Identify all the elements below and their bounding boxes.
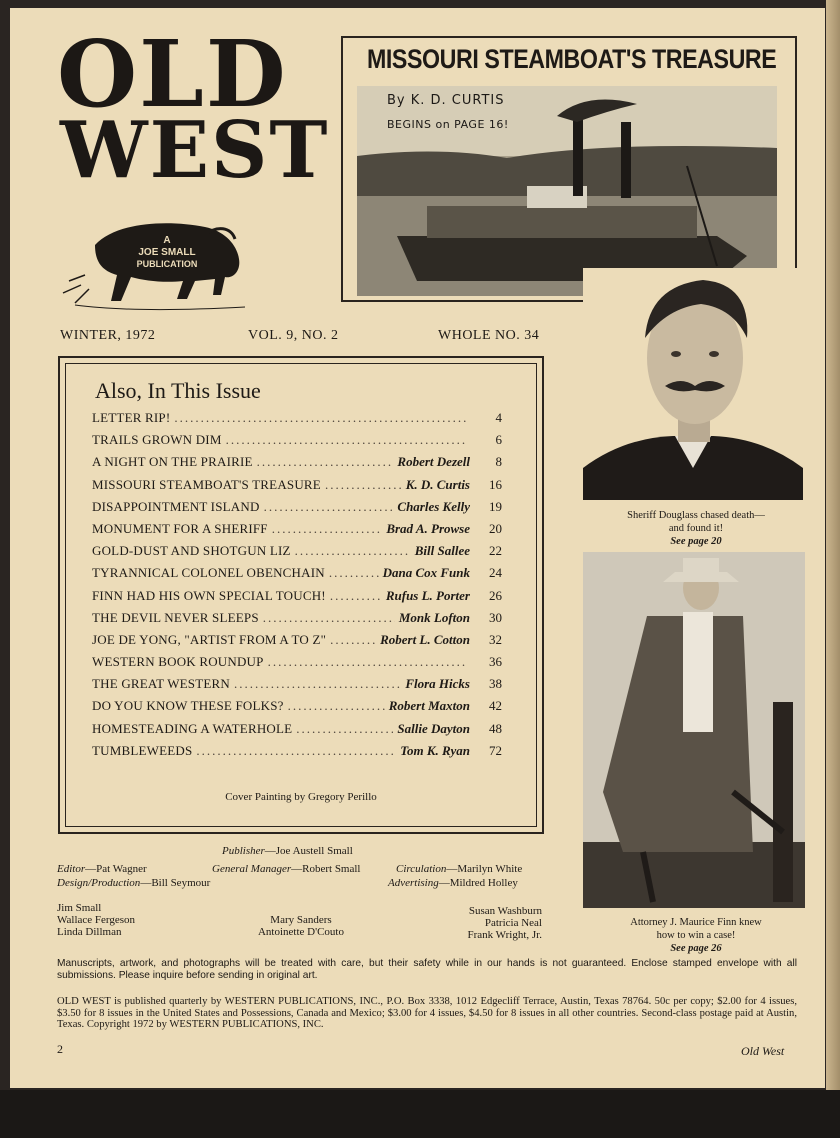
toc-entry-page: 24 [489,565,502,581]
toc-entry-author: Sallie Dayton [397,720,470,736]
toc-entry [92,588,502,610]
circulation-name: —Marilyn White [446,863,523,875]
staff-name: Patricia Neal [484,917,542,929]
publisher-name: —Joe Austell Small [264,845,353,857]
gm-credit [212,863,360,875]
toc-entry [92,499,502,521]
toc-entry [92,610,502,632]
toc-entry [92,543,502,565]
design-name: —Bill Seymour [140,877,211,889]
toc-leader-dots [325,477,402,493]
circulation-credit [396,863,522,875]
toc-leader-dots [226,432,466,448]
toc-entry [92,698,502,720]
toc-entry-page: 30 [489,609,502,625]
feature-title: MISSOURI STEAMBOAT'S TREASURE [367,44,777,74]
feature-byline: By K. D. CURTIS [387,93,505,108]
toc-entry-author: Flora Hicks [405,676,470,692]
sheriff-caption-line2: and found it! [668,523,724,534]
toc-entry-author: Tom K. Ryan [400,742,470,758]
toc-entry-author: Monk Lofton [398,609,470,625]
circulation-label: Circulation [396,863,447,875]
toc-entry [92,410,502,432]
toc-leader-dots [263,610,395,626]
toc-entry-page: 32 [489,631,502,647]
submissions-notice: Manuscripts, artwork, and photographs will be treated with care, but their safety while in our hands is not guaranteed. Enclose stamped envelope with all submissions. Please inquire before sending in original art. [57,958,797,981]
toc-entry [92,432,502,454]
toc-entry [92,454,502,476]
toc-entry [92,676,502,698]
toc-entry-title: HOMESTEADING A WATERHOLE [92,720,293,736]
advertising-name: —Mildred Holley [438,877,518,889]
toc-entry-page: 26 [489,587,502,603]
toc-entry-author: Dana Cox Funk [382,565,470,581]
toc-entry-title: MISSOURI STEAMBOAT'S TREASURE [92,476,321,492]
feature-begins: BEGINS on PAGE 16! [387,118,509,131]
toc-entry-title: LETTER RIP! [92,410,171,425]
toc-entry-page: 38 [489,676,502,692]
toc-leader-dots [296,721,393,737]
toc-entry-author: Brad A. Prowse [386,520,470,536]
toc-entry-title: TRAILS GROWN DIM [92,432,222,448]
toc-entry [92,565,502,587]
toc-entry [92,632,502,654]
toc-entry-author: Robert Maxton [388,698,470,714]
design-label: Design/Production [57,877,141,889]
staff-name: Jim Small [57,902,102,914]
feature-box [341,36,797,302]
publisher-credit [222,845,353,857]
binding-edge [826,0,840,1138]
toc-entry-title: DO YOU KNOW THESE FOLKS? [92,698,284,714]
toc-entry-title: TYRANNICAL COLONEL OBENCHAIN [92,565,325,581]
logo-text-joe-small: JOE SMALL [138,247,196,258]
toc-entry-title: TUMBLEWEEDS [92,742,193,758]
finn-caption-line2: how to win a case! [656,930,736,941]
toc-entry [92,743,502,765]
footer-magazine-name: Old West [741,1044,785,1058]
issue-volume: VOL. 9, NO. 2 [248,328,339,343]
toc-leader-dots [329,565,379,581]
publisher-label: Publisher [222,845,265,857]
advertising-credit [388,877,518,889]
toc-leader-dots [330,632,376,648]
toc-entry-page: 20 [489,520,502,536]
finn-caption [598,916,794,955]
toc-entry [92,721,502,743]
finn-caption-line1: Attorney J. Maurice Finn knew [630,917,762,928]
toc-entry-page: 42 [489,698,502,714]
toc-entry-page: 19 [489,498,502,514]
toc-entry-page: 72 [489,742,502,758]
staff-name: Susan Washburn [468,905,542,917]
logo-text-publication: PUBLICATION [136,259,198,269]
table-of-contents [58,356,544,834]
toc-entry-page: 22 [489,543,502,559]
toc-entry-title: FINN HAD HIS OWN SPECIAL TOUCH! [92,587,326,603]
staff-column-2 [246,914,356,938]
toc-entry-page: 36 [489,654,502,670]
toc-entry-title: THE GREAT WESTERN [92,676,230,692]
toc-leader-dots [257,454,394,470]
masthead-old: OLD [57,20,288,128]
toc-entry-author: Charles Kelly [397,498,470,514]
toc-entry [92,521,502,543]
toc-leader-dots [196,743,396,759]
staff-name: Antoinette D'Couto [257,926,344,938]
toc-entry-title: MONUMENT FOR A SHERIFF [92,520,268,536]
toc-list [92,410,502,765]
editor-credit [57,863,147,875]
toc-leader-dots [272,521,383,537]
toc-entry-author: Bill Sallee [414,543,470,559]
editor-label: Editor [57,863,86,875]
masthead-west: WEST [60,105,330,196]
bison-logo-icon [55,215,265,320]
page-number: 2 [57,1042,63,1056]
publication-info: OLD WEST is published quarterly by WESTERN PUBLICATIONS, INC., P.O. Box 3338, 1012 Edgecliff Terrace, Austin, Texas 78764. 50c per copy; $2.00 for 4 issues, $3.50 for 8 issues in the United States and Possessions, Canada and Mexico; $3.00 for 4 issues, $4.50 for 8 issues in all other countries. Second-class postage paid at Austin, Texas. Copyright 1972 by WESTERN PUBLICATIONS, INC. [57,996,797,1030]
sheriff-caption-line1: Sheriff Douglass chased death— [627,510,765,521]
toc-entry-author: Robert L. Cotton [380,631,470,647]
toc-entry-author: Rufus L. Porter [385,587,470,603]
staff-name: Mary Sanders [270,914,332,926]
toc-entry-title: JOE DE YONG, "ARTIST FROM A TO Z" [92,631,327,647]
toc-entry-title: DISAPPOINTMENT ISLAND [92,498,260,514]
toc-leader-dots [330,588,382,604]
toc-entry-page: 16 [489,476,502,492]
gm-name: —Robert Small [291,863,361,875]
toc-leader-dots [268,654,466,670]
attorney-finn-photo [583,552,805,908]
toc-entry-author: K. D. Curtis [405,476,470,492]
toc-leader-dots [234,676,401,692]
toc-leader-dots [288,698,385,714]
toc-entry-title: WESTERN BOOK ROUNDUP [92,654,264,670]
toc-entry [92,654,502,676]
toc-leader-dots [264,499,394,515]
cover-credit: Cover Painting by Gregory Perillo [225,791,377,803]
toc-entry-author: Robert Dezell [397,454,470,470]
sheriff-caption [598,509,794,548]
staff-column-3 [430,905,542,941]
toc-leader-dots [295,543,411,559]
advertising-label: Advertising [388,877,439,889]
toc-entry [92,477,502,499]
issue-date: WINTER, 1972 [60,328,156,343]
toc-entry-title: THE DEVIL NEVER SLEEPS [92,609,259,625]
toc-entry-page: 6 [495,432,502,448]
logo-text-a: A [163,235,171,246]
staff-column-1 [57,902,135,938]
staff-name: Wallace Fergeson [57,914,136,926]
sheriff-see-page: See page 20 [670,536,722,547]
editor-name: —Pat Wagner [85,863,147,875]
finn-see-page: See page 26 [670,943,722,954]
design-credit [57,877,210,889]
toc-heading: Also, In This Issue [95,378,261,403]
scan-background [0,1090,840,1138]
staff-name: Linda Dillman [57,926,122,938]
toc-entry-page: 4 [495,410,502,425]
toc-leader-dots [174,410,466,426]
toc-entry-page: 48 [489,720,502,736]
sheriff-douglass-photo [583,268,803,500]
issue-whole-number: WHOLE NO. 34 [438,328,540,343]
toc-entry-page: 8 [495,454,502,470]
toc-entry-title: GOLD-DUST AND SHOTGUN LIZ [92,543,291,559]
gm-label: General Manager [212,863,292,875]
toc-entry-title: A NIGHT ON THE PRAIRIE [92,454,253,470]
staff-name: Frank Wright, Jr. [467,929,542,941]
